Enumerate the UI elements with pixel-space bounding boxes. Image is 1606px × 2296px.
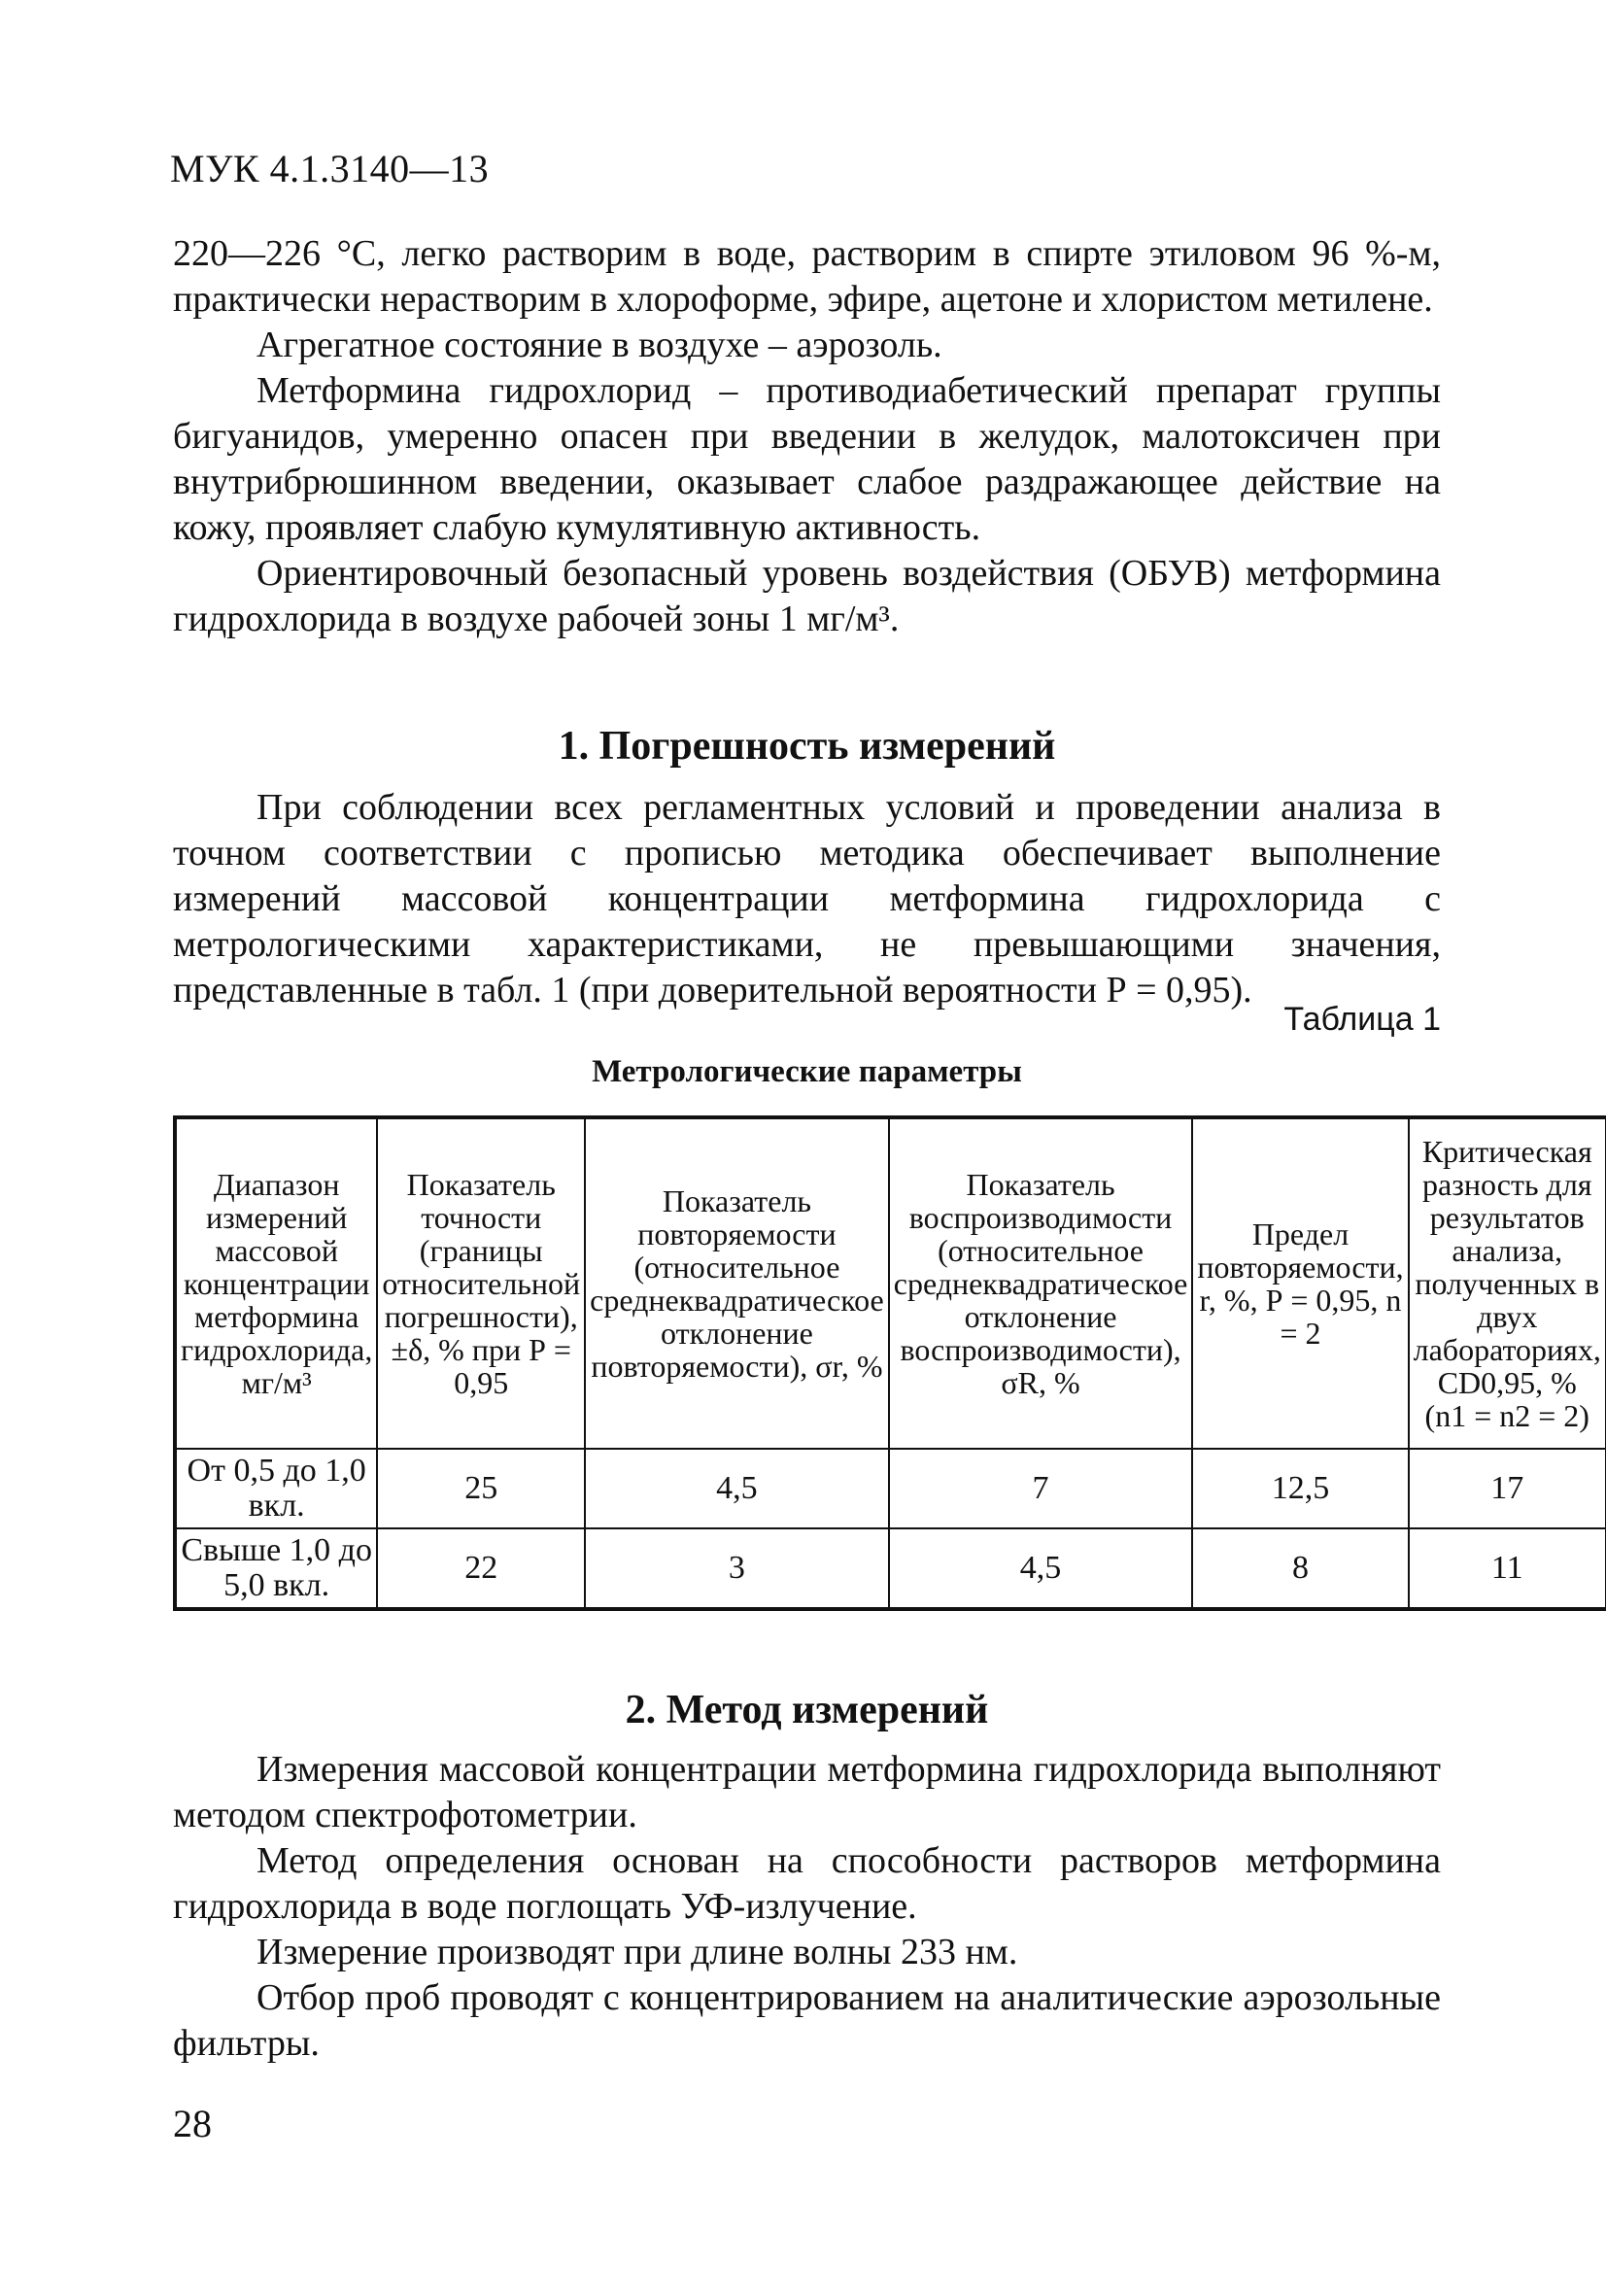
table-cell: 8	[1192, 1528, 1408, 1609]
table-cell-range: Свыше 1,0 до 5,0 вкл.	[175, 1528, 377, 1609]
table-header-cell: Показатель повторяемости (относительное среднеквадратическое отклонение повторяемости), σr, %	[585, 1117, 889, 1449]
table-header-cell: Предел повторяемости, r, %, Р = 0,95, n = 2	[1192, 1117, 1408, 1449]
metrological-parameters-table	[173, 1115, 1606, 1611]
table-cell: 11	[1409, 1528, 1606, 1609]
table-cell-range: От 0,5 до 1,0 вкл.	[175, 1449, 377, 1528]
intro-block	[173, 231, 1441, 642]
page-number: 28	[173, 2102, 212, 2145]
table-cell: 12,5	[1192, 1449, 1408, 1528]
table-row	[175, 1528, 1606, 1609]
section-2-paragraph-4: Отбор проб проводят с концентрированием на аналитические аэрозольные фильтры.	[173, 1977, 1441, 2064]
intro-paragraph-3: Метформина гидрохлорид – противодиабетический препарат группы бигуанидов, умеренно опасен при введении в желудок, малотоксичен при внутрибрюшинном введении, оказывает слабое раздражающее действие на кожу, проявляет слабую кумулятивную активность.	[173, 370, 1441, 548]
section-1-title: 1. Погрешность измерений	[558, 724, 1056, 769]
table-header-cell: Показатель воспроизводимости (относительное среднеквадратическое отклонение воспроизводимости), σR, %	[889, 1117, 1193, 1449]
table-header-cell: Диапазон измерений массовой концентрации метформина гидрохлорида, мг/м³	[175, 1117, 377, 1449]
table-cell: 4,5	[585, 1449, 889, 1528]
table-cell: 4,5	[889, 1528, 1193, 1609]
section-2-paragraph-1: Измерения массовой концентрации метформина гидрохлорида выполняют методом спектрофотометрии.	[173, 1749, 1441, 1835]
section-2-title: 2. Метод измерений	[625, 1688, 989, 1732]
section-2	[173, 1683, 1441, 2067]
table-cell: 7	[889, 1449, 1193, 1528]
intro-paragraph-1: 220—226 °С, легко растворим в воде, растворим в спирте этиловом 96 %-м, практически нерастворим в хлороформе, эфире, ацетоне и хлористом метилене.	[173, 233, 1441, 320]
intro-paragraph-4: Ориентировочный безопасный уровень воздействия (ОБУВ) метформина гидрохлорида в воздухе рабочей зоны 1 мг/м³.	[173, 553, 1441, 639]
section-1-paragraph: При соблюдении всех регламентных условий и проведении анализа в точном соответствии с прописью методика обеспечивает выполнение измерений массовой концентрации метформина гидрохлорида с метрологическими характеристиками, не превышающими значения, представленные в табл. 1 (при доверительной вероятности Р = 0,95).	[173, 787, 1441, 1011]
table-cell: 17	[1409, 1449, 1606, 1528]
table-header-row	[175, 1117, 1606, 1449]
section-2-paragraph-3: Измерение производят при длине волны 233 нм.	[256, 1932, 1018, 1972]
table-cell: 3	[585, 1528, 889, 1609]
table-header-cell: Показатель точности (границы относительной погрешности), ±δ, % при Р = 0,95	[377, 1117, 585, 1449]
section-2-paragraph-2: Метод определения основан на способности растворов метформина гидрохлорида в воде поглощать УФ-излучение.	[173, 1840, 1441, 1927]
section-1	[173, 719, 1441, 1013]
table-cell: 25	[377, 1449, 585, 1528]
table-label: Таблица 1	[1283, 1001, 1441, 1038]
intro-paragraph-2: Агрегатное состояние в воздухе – аэрозоль.	[256, 325, 942, 365]
table-cell: 22	[377, 1528, 585, 1609]
table-row	[175, 1449, 1606, 1528]
table-caption: Метрологические параметры	[592, 1054, 1022, 1089]
table-header-cell: Критическая разность для результатов анализа, полученных в двух лабораториях, CD0,95, % (n1 = n2 = 2)	[1409, 1117, 1606, 1449]
document-code-header: МУК 4.1.3140—13	[170, 147, 490, 190]
